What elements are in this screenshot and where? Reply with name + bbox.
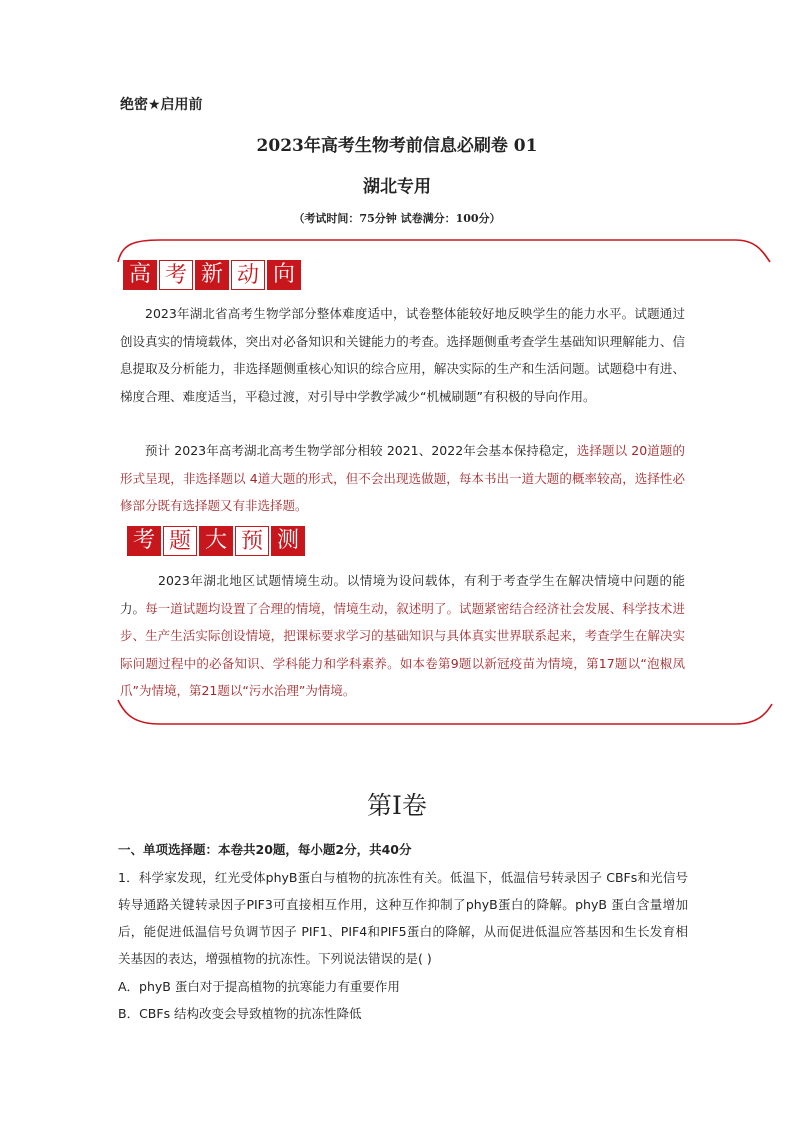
section-label: 一、单项选择题： [118, 842, 219, 857]
trends-paragraph-2-highlight: 选择题以 20道题的形式呈现，非选择题以 4道大题的形式，但不会出现选做题，每本书出一道大题的概率较高，选择性必修部分既有选择题又有非选择题。 [120, 443, 685, 513]
prediction-paragraph-highlight: 每一道试题均设置了合理的情境，情境生动，叙述明了。试题紧密结合经济社会发展、科学技术进步、生产生活实际创设情境，把课标要求学习的基础知识与具体真实世界联系起来，考查学生在解决实际问题过程中的必备知识、学科能力和学科素养。如本卷第9题以新冠疫苗为情境，第17题以“泡椒凤爪”为情境，第21题以“污水治理”为情境。 [120, 600, 685, 698]
volume-title: 第Ⅰ卷 [367, 791, 427, 820]
prediction-paragraph [120, 567, 685, 705]
frame-top-curve [118, 240, 770, 262]
question-1-option-a[interactable]: A．phyB 蛋白对于提高植物的抗寒能力有重要作用 [118, 979, 400, 994]
page-subtitle: 湖北专用 [363, 177, 431, 197]
question-1-stem: 1．科学家发现，红光受体phyB蛋白与植物的抗冻性有关。低温下，低温信号转录因子 CBFs和光信号转导通路关键转录因子PIF3可直接相互作用，这种互作抑制了phyB蛋白的降解。phyB 蛋白含量增加后，能促进低温信号负调节因子 PIF1、PIF4和PIF5蛋白的降解，从而促进低温应答基因和生长发育相关基因的表达，增强植物的抗冻性。下列说法错误的是( ) [118, 870, 688, 966]
banner-char: 新 [195, 260, 229, 290]
trends-paragraph-2 [120, 437, 685, 520]
secret-label: 绝密★启用前 [120, 97, 203, 113]
section-heading [118, 840, 412, 858]
banner-char: 预 [235, 526, 269, 556]
banner-new-trends [123, 260, 301, 290]
banner-char: 动 [231, 260, 265, 290]
prediction-paragraph-plain: 2023年湖北地区试题情境生动。以情境为设问载体，有利于考查学生在解决情境中问题的能力。 [120, 573, 685, 616]
section-description: 本卷共20题，每小题2分，共40分 [218, 842, 412, 857]
banner-char: 考 [159, 260, 193, 290]
banner-char: 测 [271, 526, 305, 556]
banner-char: 向 [267, 260, 301, 290]
banner-char: 考 [127, 526, 161, 556]
exam-info: （考试时间：75分钟 试卷满分：100分） [293, 212, 501, 225]
page-title: 2023年高考生物考前信息必刷卷 01 [256, 136, 538, 156]
trends-paragraph-2-plain: 预计 2023年高考湖北高考生物学部分相较 2021、2022年会基本保持稳定， [145, 443, 577, 458]
question-1-option-b[interactable]: B．CBFs 结构改变会导致植物的抗冻性降低 [118, 1006, 362, 1021]
banner-char: 大 [199, 526, 233, 556]
banner-prediction [127, 526, 305, 556]
banner-char: 题 [163, 526, 197, 556]
trends-paragraph-1: 2023年湖北省高考生物学部分整体难度适中，试卷整体能较好地反映学生的能力水平。试题通过创设真实的情境载体，突出对必备知识和关键能力的考查。选择题侧重考查学生基础知识理解能力、信息提取及分析能力，非选择题侧重核心知识的综合应用，解决实际的生产和生活问题。试题稳中有进、梯度合理、难度适当，平稳过渡，对引导中学教学减少“机械刷题”有积极的导向作用。 [120, 306, 685, 404]
banner-char: 高 [123, 260, 157, 290]
